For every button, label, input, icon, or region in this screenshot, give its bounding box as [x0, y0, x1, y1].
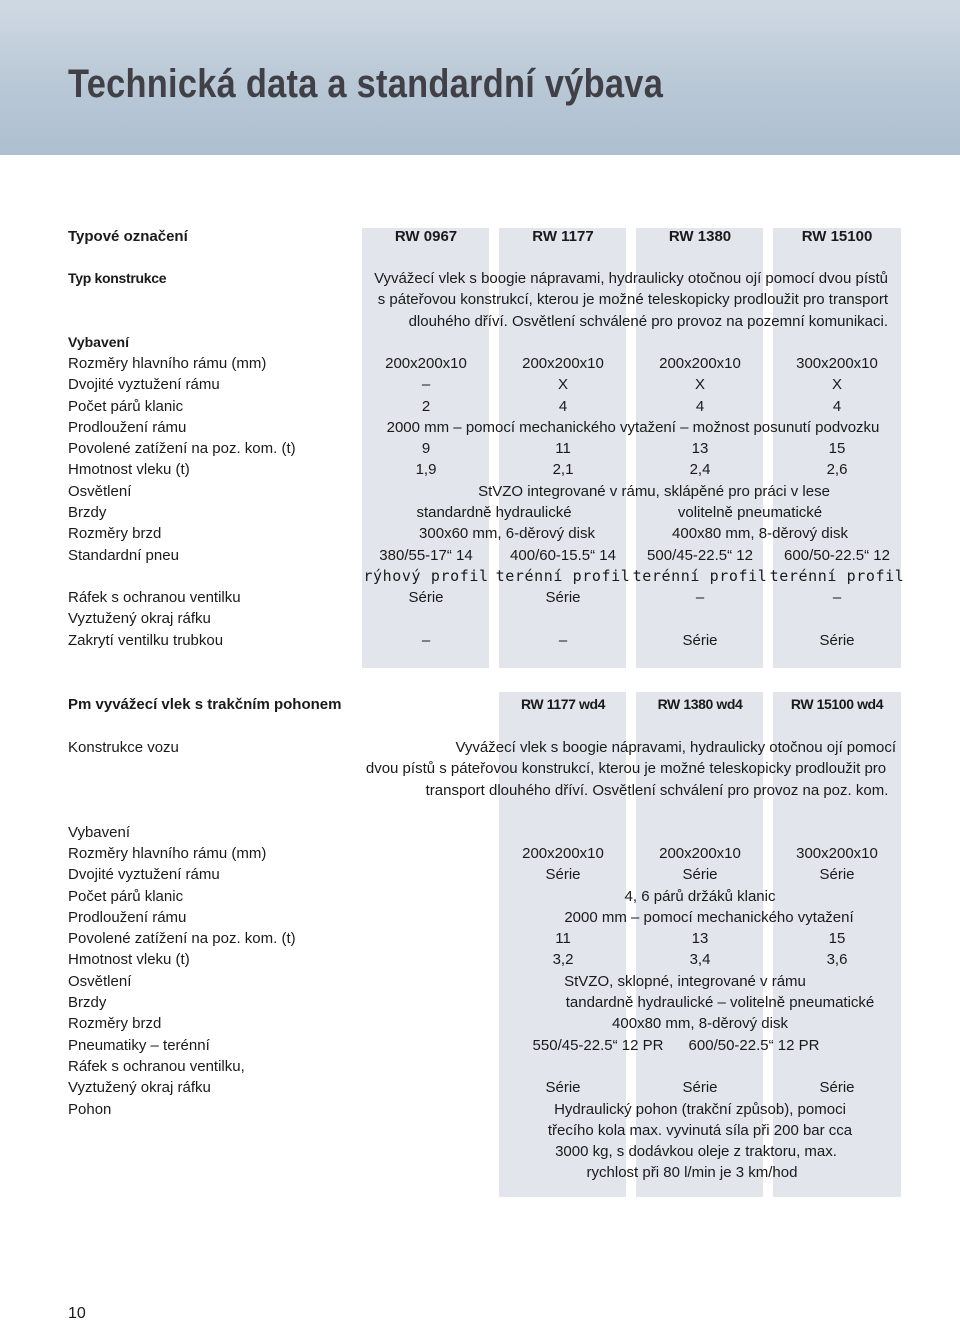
row-label: Rozměry hlavního rámu (mm): [68, 355, 267, 372]
cell: Série: [408, 589, 444, 606]
row-label: Dvojité vyztužení rámu: [68, 866, 220, 883]
tyre-profile: terénní profil: [632, 567, 768, 585]
page-number: 10: [68, 1305, 86, 1322]
cell: 300x200x10: [796, 845, 878, 862]
cell: –: [558, 632, 568, 649]
row-label: Brzdy: [68, 994, 107, 1011]
row-label: Rozměry brzd: [68, 525, 162, 542]
cell: X: [831, 376, 843, 393]
span-cell: tandardně hydraulické – volitelně pneumatické: [565, 994, 875, 1011]
row-label: Počet párů klanic: [68, 888, 184, 905]
equipment-label: Vybavení: [68, 824, 130, 841]
cell: Série: [682, 1079, 718, 1096]
tyre-profile: terénní profil: [769, 567, 905, 585]
row-label: Vyztužený okraj ráfku: [68, 610, 211, 627]
span-cell: StVZO integrované v rámu, sklápěné pro práci v lese: [478, 483, 830, 500]
cell: 11: [555, 930, 571, 947]
construction-text: Vyvážecí vlek s boogie nápravami, hydraulicky otočnou ojí pomocí: [455, 739, 896, 756]
table2-title: Pm vyvážecí vlek s trakčním pohonem: [68, 696, 342, 713]
cell: 3,6: [826, 951, 848, 968]
cell: 15: [828, 930, 846, 947]
cell: 200x200x10: [385, 355, 467, 372]
span-cell: 2000 mm – pomocí mechanického vytažení – možnost posunutí podvozku: [386, 419, 880, 436]
cell: 4: [695, 398, 705, 415]
row-label: Hmotnost vleku (t): [68, 461, 190, 478]
row-label: Povolené zatížení na poz. kom. (t): [68, 930, 296, 947]
cell: Série: [819, 1079, 855, 1096]
cell: 300x200x10: [796, 355, 878, 372]
cell: Série: [819, 632, 855, 649]
pair-cell: 300x60 mm, 6-děrový disk: [419, 525, 595, 542]
model-header: RW 1177 wd4: [520, 696, 606, 712]
cell: Série: [682, 866, 718, 883]
construction-label: Typ konstrukce: [68, 270, 167, 286]
cell: 9: [421, 440, 431, 457]
drive-text: třecího kola max. vyvinutá síla při 200 bar cca: [547, 1122, 853, 1139]
cell: Série: [545, 589, 581, 606]
cell: 200x200x10: [522, 355, 604, 372]
drive-text: rychlost při 80 l/min je 3 km/hod: [586, 1164, 798, 1181]
cell: 2,1: [552, 461, 574, 478]
construction-text: s páteřovou konstrukcí, kterou je možné teleskopicky prodloužit pro transport: [377, 291, 888, 308]
cell: 4: [558, 398, 568, 415]
span-cell: StVZO, sklopné, integrované v rámu: [564, 973, 806, 990]
page-title: Technická data a standardní výbava: [68, 62, 664, 106]
span-cell: 4, 6 párů držáků klanic: [624, 888, 776, 905]
cell: Série: [545, 866, 581, 883]
row-label: Brzdy: [68, 504, 107, 521]
cell: 2,6: [826, 461, 848, 478]
pair-cell: 400x80 mm, 8-děrový disk: [672, 525, 848, 542]
tyre-cell: 600/50-22.5“ 12: [784, 547, 890, 564]
drive-text: 3000 kg, s dodávkou oleje z traktoru, max.: [555, 1143, 837, 1160]
cell: 1,9: [415, 461, 437, 478]
cell: 200x200x10: [659, 355, 741, 372]
row-label: Pneumatiky – terénní: [68, 1037, 210, 1054]
row-label: Dvojité vyztužení rámu: [68, 376, 220, 393]
cell: –: [695, 589, 705, 606]
row-label: Pohon: [68, 1101, 112, 1118]
row-label: Ráfek s ochranou ventilku,: [68, 1058, 245, 1075]
row-label: Prodloužení rámu: [68, 909, 187, 926]
span-cell: 2000 mm – pomocí mechanického vytažení: [564, 909, 854, 926]
model-header: RW 15100 wd4: [790, 696, 884, 712]
tyre-profile: terénní profil: [495, 567, 631, 585]
cell: 15: [828, 440, 846, 457]
cell: 2: [421, 398, 431, 415]
cell: X: [557, 376, 569, 393]
cell: –: [421, 632, 431, 649]
row-label: Zakrytí ventilku trubkou: [68, 632, 224, 649]
tyre-cell: 400/60-15.5“ 14: [510, 547, 616, 564]
row-label: Povolené zatížení na poz. kom. (t): [68, 440, 296, 457]
span-cell: 400x80 mm, 8-děrový disk: [612, 1015, 788, 1032]
row-label: Vyztužený okraj ráfku: [68, 1079, 211, 1096]
row-label: Ráfek s ochranou ventilku: [68, 589, 241, 606]
equipment-label: Vybavení: [68, 334, 129, 350]
cell: 3,2: [552, 951, 574, 968]
cell: Série: [819, 866, 855, 883]
construction-text: dvou pístů s páteřovou konstrukcí, kterou je možné teleskopicky prodloužit pro: [365, 760, 887, 777]
cell: 200x200x10: [659, 845, 741, 862]
tyre-profile: rýhový profil: [363, 567, 489, 585]
table1-title: Typové označení: [68, 228, 188, 245]
cell: 13: [691, 440, 709, 457]
row-label: Počet párů klanic: [68, 398, 184, 415]
model-header: RW 15100: [801, 228, 873, 245]
tyre-cell: 380/55-17“ 14: [379, 547, 473, 564]
cell: 13: [691, 930, 709, 947]
row-label: Hmotnost vleku (t): [68, 951, 190, 968]
row-label: Rozměry hlavního rámu (mm): [68, 845, 267, 862]
cell: 2,4: [689, 461, 711, 478]
cell: X: [694, 376, 706, 393]
row-label: Osvětlení: [68, 483, 132, 500]
row-label: Prodloužení rámu: [68, 419, 187, 436]
row-label: Rozměry brzd: [68, 1015, 162, 1032]
drive-text: Hydraulický pohon (trakční způsob), pomoci: [554, 1101, 846, 1118]
cell: Série: [545, 1079, 581, 1096]
cell: 200x200x10: [522, 845, 604, 862]
tyre-cell: 600/50-22.5“ 12 PR: [688, 1037, 820, 1054]
cell: 4: [832, 398, 842, 415]
pair-cell: volitelně pneumatické: [677, 504, 823, 521]
cell: –: [421, 376, 431, 393]
cell: Série: [682, 632, 718, 649]
row-label: Osvětlení: [68, 973, 132, 990]
model-header: RW 1380: [668, 228, 732, 245]
cell: 3,4: [689, 951, 711, 968]
construction-text: transport dlouhého dříví. Osvětlení schválení pro provoz na poz. kom.: [425, 782, 889, 799]
cell: 11: [555, 440, 571, 457]
pair-cell: standardně hydraulické: [416, 504, 572, 521]
tyre-cell: 500/45-22.5“ 12: [647, 547, 753, 564]
construction-text: Vyvážecí vlek s boogie nápravami, hydraulicky otočnou ojí pomocí dvou pístů: [374, 270, 888, 287]
model-header: RW 1177: [532, 228, 594, 245]
construction-text: dlouhého dříví. Osvětlení schválené pro provoz na pozemní komunikaci.: [408, 313, 888, 330]
model-header: RW 1380 wd4: [657, 696, 743, 712]
row-label: Standardní pneu: [68, 547, 179, 564]
cell: –: [832, 589, 842, 606]
tyre-cell: 550/45-22.5“ 12 PR: [532, 1037, 664, 1054]
construction-label: Konstrukce vozu: [68, 739, 179, 756]
model-header: RW 0967: [394, 228, 458, 245]
header-banner: [0, 0, 960, 155]
